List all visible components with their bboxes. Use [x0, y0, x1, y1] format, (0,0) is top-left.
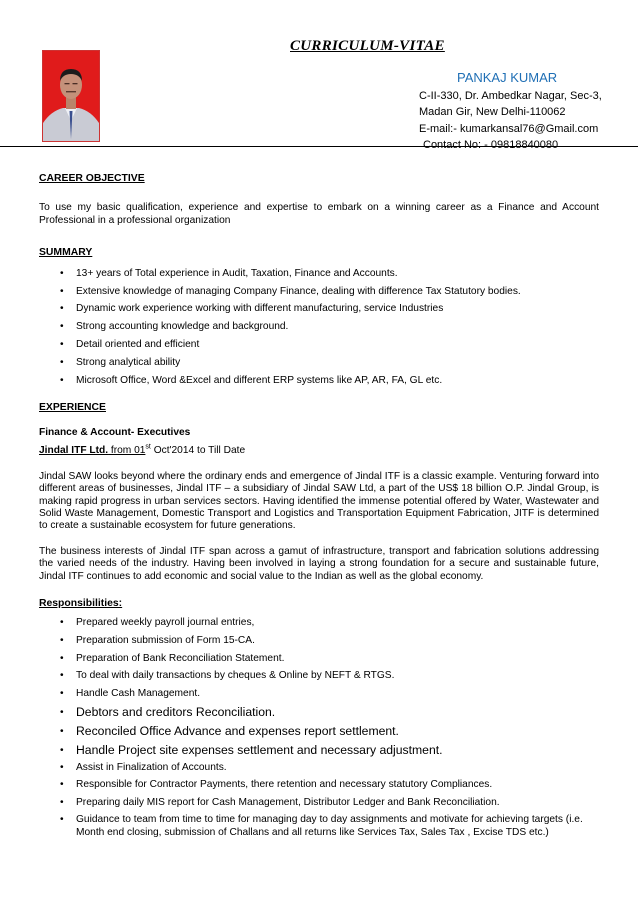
list-item: • Guidance to team from time to time for managing day to day assignments and motivate for achieving targets (i.e. Month end closing, submission of Challans and all returns like Services Tax, Sales Tax , Excise TDS etc.)	[60, 814, 583, 838]
bullet-icon: •	[60, 726, 64, 738]
responsibilities-heading: Responsibilities:	[39, 597, 123, 609]
resume-body	[39, 173, 599, 844]
bullet-icon: •	[60, 303, 64, 315]
experience-heading: EXPERIENCE	[39, 402, 106, 414]
list-item: • Dynamic work experience working with different manufacturing, service Industries	[60, 303, 444, 315]
bullet-icon: •	[60, 687, 64, 699]
list-item: • 13+ years of Total experience in Audit, Taxation, Finance and Accounts.	[60, 267, 398, 279]
list-item: • Extensive knowledge of managing Company Finance, dealing with difference Tax Statutory bodies.	[60, 285, 521, 297]
bullet-icon: •	[60, 285, 64, 297]
list-item: • Detail oriented and efficient	[60, 339, 200, 351]
document-title: CURRICULUM-VITAE	[290, 38, 445, 54]
list-item: • Preparation submission of Form 15-CA.	[60, 634, 255, 646]
summary-heading: SUMMARY	[39, 247, 93, 259]
bullet-icon: •	[60, 617, 64, 629]
candidate-name: PANKAJ KUMAR	[457, 70, 558, 85]
bullet-icon: •	[60, 321, 64, 333]
responsibilities-list	[39, 617, 599, 839]
bullet-icon: •	[60, 357, 64, 369]
list-item: • Preparation of Bank Reconciliation Statement.	[60, 652, 285, 664]
list-item: • Assist in Finalization of Accounts.	[60, 761, 227, 773]
bullet-icon: •	[60, 634, 64, 646]
profile-photo	[42, 50, 100, 142]
bullet-icon: •	[60, 375, 64, 387]
list-item: • Debtors and creditors Reconciliation.	[60, 705, 276, 720]
contact-block	[419, 70, 602, 154]
list-item: • Prepared weekly payroll journal entries,	[60, 617, 255, 629]
bullet-icon: •	[60, 267, 64, 279]
bullet-icon: •	[60, 744, 64, 756]
bullet-icon: •	[60, 779, 64, 791]
address-line-2: Madan Gir, New Delhi-110062	[419, 106, 566, 118]
date-suffix: st	[145, 443, 151, 451]
career-objective-heading: CAREER OBJECTIVE	[39, 173, 145, 184]
job-role: Finance & Account- Executives	[39, 426, 191, 438]
bullet-icon: •	[60, 652, 64, 664]
career-objective-text: To use my basic qualification, experience and expertise to embark on a winning career as a Finance and Account Professional in a professional organization	[39, 202, 599, 226]
bullet-icon: •	[60, 707, 64, 719]
list-item: • Microsoft Office, Word &Excel and different ERP systems like AP, AR, FA, GL etc.	[60, 375, 443, 387]
summary-list	[39, 268, 599, 388]
person-portrait-icon	[43, 51, 99, 141]
list-item: • Preparing daily MIS report for Cash Management, Distributor Ledger and Bank Reconciliation.	[60, 796, 500, 808]
bullet-icon: •	[60, 796, 64, 808]
bullet-icon: •	[60, 814, 64, 826]
job-company-line	[39, 445, 599, 457]
bullet-icon: •	[60, 761, 64, 773]
contact-number: Contact No: - 09818840080	[423, 139, 559, 151]
list-item: • Strong analytical ability	[60, 357, 181, 369]
list-item: • Strong accounting knowledge and background.	[60, 321, 289, 333]
list-item: • Reconciled Office Advance and expenses report settlement.	[60, 724, 399, 739]
bullet-icon: •	[60, 339, 64, 351]
company-description-1: Jindal SAW looks beyond where the ordinary ends and emergence of Jindal ITF is a classic example. Venturing forward into different areas of businesses, Jindal ITF – a subsidiary of Jindal SAW Ltd, a part of the US$ 18 billion O.P. Jindal Group, is making rapid progress in urban services sectors. Having identified the immense potential offered by Water, Wastewater and Solid Waste Management, Domestic Transport and Logistics and Transportation Equipment Fabrication, JITF is determined to create a sustainable ecosystem for future generations.	[39, 470, 599, 532]
address-line-1: C-II-330, Dr. Ambedkar Nagar, Sec-3,	[419, 89, 602, 102]
bullet-icon: •	[60, 670, 64, 682]
list-item: • Handle Cash Management.	[60, 687, 201, 699]
list-item: • Handle Project site expenses settlement and necessary adjustment.	[60, 742, 443, 757]
date-range: Oct'2014 to Till Date	[150, 445, 246, 457]
list-item: • To deal with daily transactions by cheques & Online by NEFT & RTGS.	[60, 670, 395, 682]
company-description-2: The business interests of Jindal ITF span across a gamut of infrastructure, transport and fabrication solutions addressing the varied needs of the industry. Having been involved in laying a strong foundation for a secure and sustainable future, Jindal ITF continues to add economic and social value to the Indian as well as the global economy.	[39, 545, 599, 582]
date-prefix: from 01	[108, 445, 146, 457]
header-divider	[0, 146, 638, 147]
list-item: • Responsible for Contractor Payments, there retention and necessary statutory Compliances.	[60, 779, 493, 791]
company-name: Jindal ITF Ltd.	[39, 445, 109, 457]
email-line: E-mail:- kumarkansal76@Gmail.com	[419, 122, 599, 135]
